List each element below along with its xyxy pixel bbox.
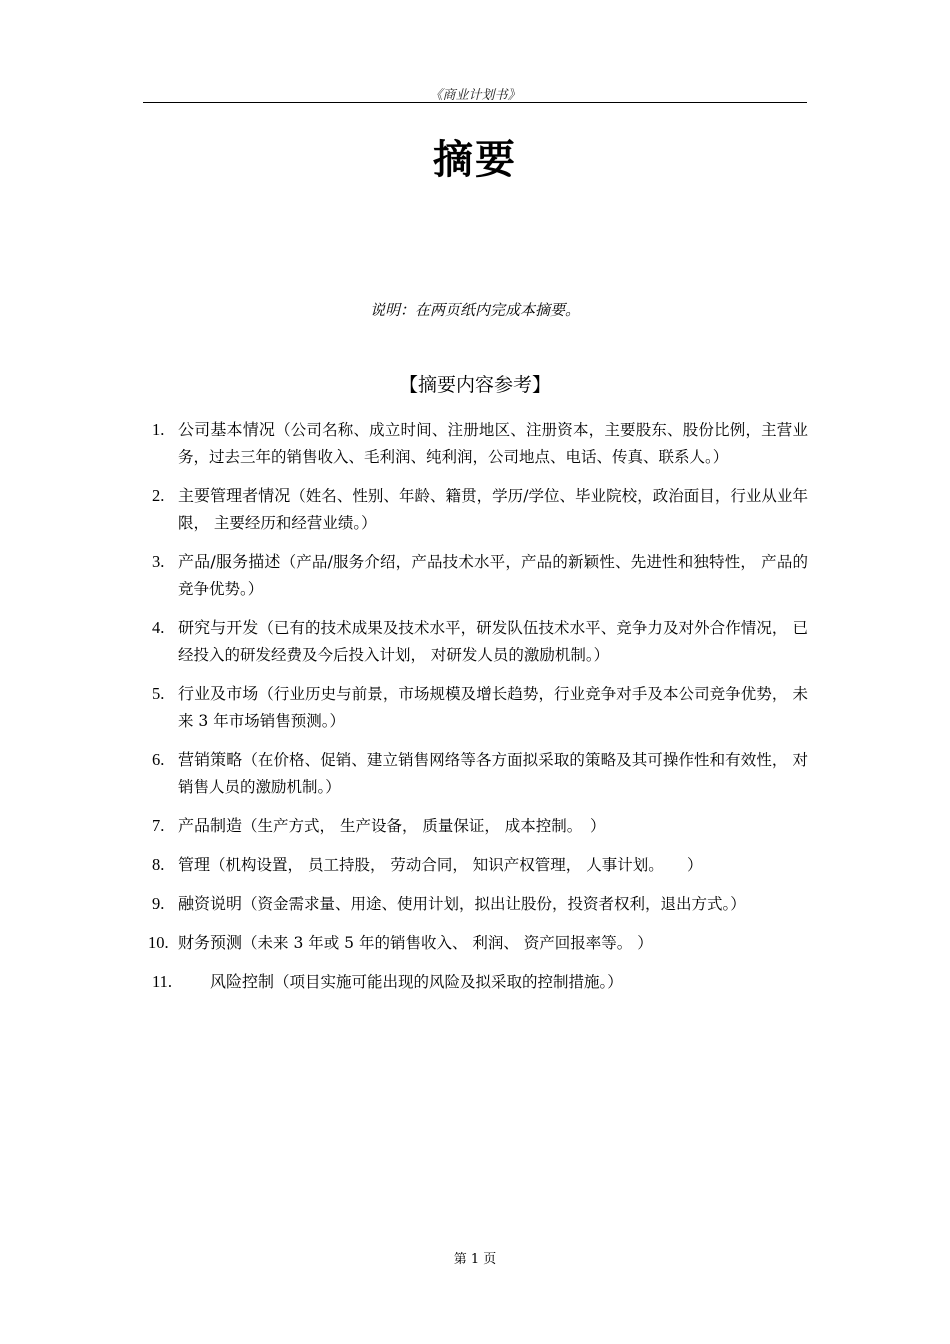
summary-reference-list — [148, 416, 808, 1007]
item-number: 9. — [152, 894, 165, 913]
list-item — [148, 929, 808, 957]
item-description: （行业历史与前景，市场规模及增长趋势，行业竞争对手及本公司竞争优势， 未来 3 年市场销售预测。） — [178, 685, 808, 730]
item-number: 10. — [148, 933, 169, 952]
item-description: （项目实施可能出现的风险及拟采取的控制措施。） — [274, 973, 623, 991]
list-item — [152, 851, 808, 879]
item-description: （机构设置， 员工持股， 劳动合同， 知识产权管理， 人事计划。 ） — [210, 856, 703, 874]
item-label: 产品/服务描述 — [178, 552, 281, 571]
page-number: 第 1 页 — [453, 1252, 497, 1267]
item-number: 11. — [152, 972, 173, 991]
item-description: （未来 3 年或 5 年的销售收入、 利润、 资产回报率等。 ） — [242, 934, 653, 952]
item-number: 5. — [152, 684, 165, 703]
list-item — [152, 746, 808, 801]
item-label: 管理 — [178, 855, 211, 874]
page-title: 摘要 — [433, 137, 517, 183]
item-description: （产品/服务介绍，产品技术水平，产品的新颖性、先进性和独特性， 产品的竞争优势。） — [178, 553, 808, 598]
list-item — [152, 482, 808, 537]
item-label: 主要管理者情况 — [178, 486, 291, 505]
item-label: 融资说明 — [178, 894, 243, 913]
item-description: （生产方式， 生产设备， 质量保证， 成本控制。 ） — [242, 817, 606, 835]
item-number: 2. — [152, 486, 165, 505]
item-number: 7. — [152, 816, 165, 835]
item-label: 研究与开发 — [178, 618, 259, 637]
item-label: 行业及市场 — [178, 684, 259, 703]
item-label: 营销策略 — [178, 750, 243, 769]
header-rule — [143, 102, 807, 103]
item-number: 3. — [152, 552, 165, 571]
item-label: 公司基本情况 — [178, 420, 276, 439]
item-number: 1. — [152, 420, 165, 439]
list-item — [152, 614, 808, 669]
item-label: 财务预测 — [178, 933, 243, 952]
item-number: 4. — [152, 618, 165, 637]
list-item — [152, 416, 808, 471]
running-header: 《商业计划书》 — [429, 88, 521, 103]
list-item — [152, 968, 808, 996]
list-item — [152, 548, 808, 603]
reference-heading: 【摘要内容参考】 — [398, 374, 551, 396]
item-number: 6. — [152, 750, 165, 769]
item-description: （资金需求量、用途、使用计划，拟出让股份，投资者权利，退出方式。） — [242, 895, 746, 913]
item-label: 产品制造 — [178, 816, 243, 835]
list-item — [152, 890, 808, 918]
item-number: 8. — [152, 855, 165, 874]
item-description: （公司名称、成立时间、注册地区、注册资本，主要股东、股份比例，主营业务，过去三年的销售收入、毛利润、纯利润，公司地点、电话、传真、联系人。） — [178, 421, 808, 466]
list-item — [152, 680, 808, 735]
instruction-note: 说明：在两页纸内完成本摘要。 — [369, 301, 580, 319]
item-label: 风险控制 — [210, 972, 275, 991]
item-description: （已有的技术成果及技术水平，研发队伍技术水平、竞争力及对外合作情况， 已经投入的研发经费及今后投入计划， 对研发人员的激励机制。） — [178, 619, 808, 664]
item-description: （姓名、性别、年龄、籍贯，学历/学位、毕业院校，政治面目，行业从业年限， 主要经历和经营业绩。） — [178, 487, 808, 532]
item-description: （在价格、促销、建立销售网络等各方面拟采取的策略及其可操作性和有效性， 对销售人员的激励机制。） — [178, 751, 808, 796]
list-item — [152, 812, 808, 840]
